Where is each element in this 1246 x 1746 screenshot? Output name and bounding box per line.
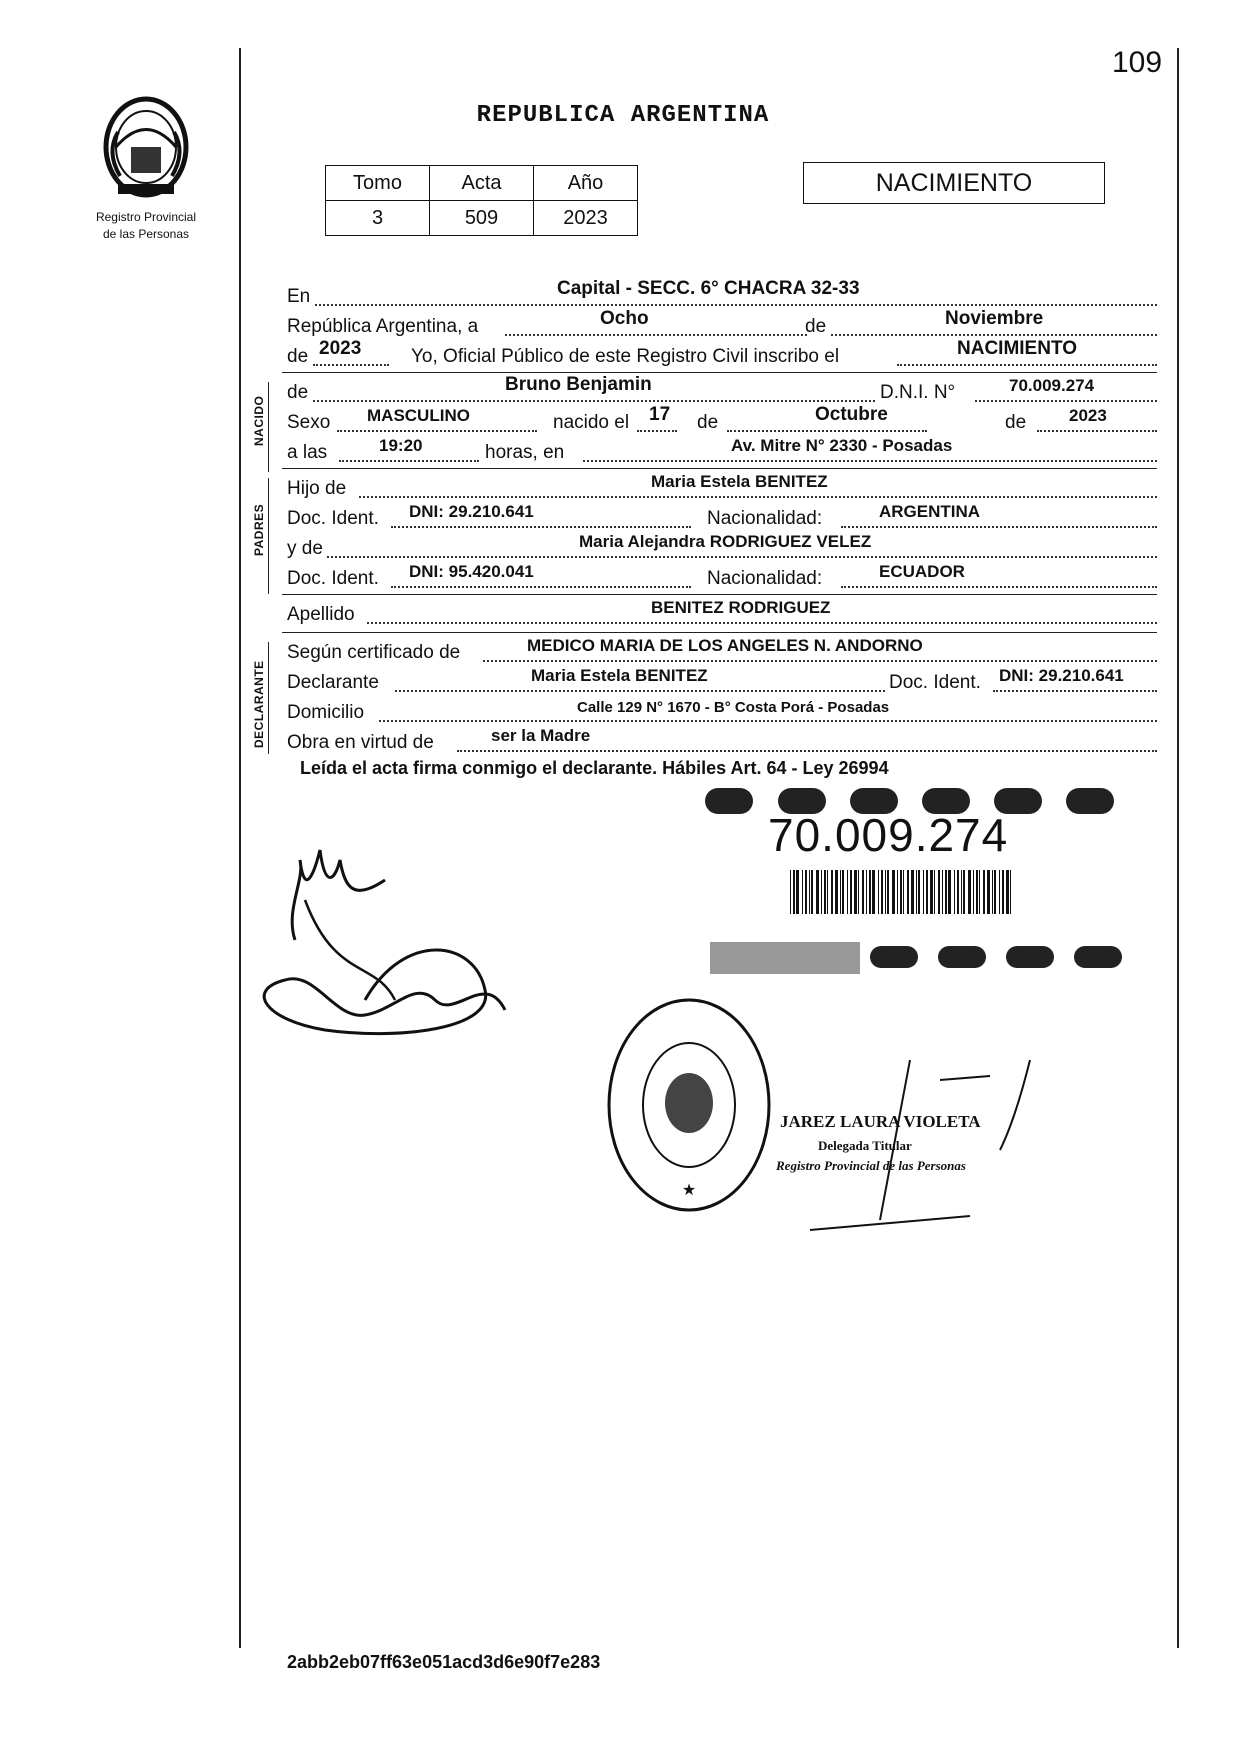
registry-table xyxy=(325,165,638,236)
label-hijo-de: Hijo de xyxy=(287,478,347,499)
label-nacionalidad-mother: Nacionalidad: xyxy=(707,508,823,529)
value-anio: 2023 xyxy=(534,201,638,236)
value-birth-month: Octubre xyxy=(815,404,888,425)
label-officer: Yo, Oficial Público de este Registro Civil inscribo el xyxy=(411,346,840,367)
divider-apellido xyxy=(282,632,1157,633)
value-birth-year: 2023 xyxy=(1069,406,1107,425)
official-name: JAREZ LAURA VIOLETA xyxy=(780,1112,981,1131)
left-margin-line xyxy=(239,48,241,1648)
value-month: Noviembre xyxy=(945,308,1044,329)
row-certificado xyxy=(287,634,1157,664)
label-en: En xyxy=(287,286,311,307)
dni-large-number: 70.009.274 xyxy=(768,809,1009,861)
value-sexo: MASCULINO xyxy=(367,406,470,425)
value-acta: 509 xyxy=(430,201,534,236)
divider-padres xyxy=(282,594,1157,595)
row-republica xyxy=(287,308,1157,338)
right-margin-line xyxy=(1177,48,1179,1648)
label-domicilio: Domicilio xyxy=(287,702,365,723)
label-de: de xyxy=(805,316,827,337)
value-obra: ser la Madre xyxy=(491,726,591,745)
row-hijo-de xyxy=(287,470,1157,500)
value-decl-doc: DNI: 29.210.641 xyxy=(999,666,1124,685)
label-y-de: y de xyxy=(287,538,323,559)
value-father-nat: ECUADOR xyxy=(879,562,965,581)
header-anio: Año xyxy=(534,166,638,201)
value-child-name: Bruno Benjamin xyxy=(505,374,652,395)
value-tomo: 3 xyxy=(326,201,430,236)
row-y-de xyxy=(287,530,1157,560)
side-label-declarante: DECLARANTE xyxy=(252,660,266,748)
value-place: Capital - SECC. 6° CHACRA 32-33 xyxy=(557,278,860,299)
value-mother: Maria Estela BENITEZ xyxy=(651,472,828,491)
logo-caption-line1: Registro Provincial xyxy=(95,210,197,224)
value-year: 2023 xyxy=(319,338,362,359)
label-certificado: Según certificado de xyxy=(287,642,461,663)
official-seal-icon xyxy=(604,995,774,1215)
value-declarante: Maria Estela BENITEZ xyxy=(531,666,708,685)
value-father-doc: DNI: 95.420.041 xyxy=(409,562,534,581)
row-obra xyxy=(287,724,1157,754)
label-obra: Obra en virtud de xyxy=(287,732,434,753)
divider-intro xyxy=(282,372,1157,373)
value-mother-nat: ARGENTINA xyxy=(879,502,981,521)
label-a-las: a las xyxy=(287,442,328,463)
value-child-dni: 70.009.274 xyxy=(1009,376,1095,395)
row-father-doc xyxy=(287,560,1157,590)
divider-nacido xyxy=(282,468,1157,469)
document-type-box: NACIMIENTO xyxy=(803,162,1105,204)
label-nacido-el: nacido el xyxy=(553,412,630,433)
page-number: 109 xyxy=(1112,46,1163,79)
row-year xyxy=(287,338,1157,368)
label-nacionalidad-father: Nacionalidad: xyxy=(707,568,823,589)
row-domicilio xyxy=(287,694,1157,724)
svg-text:★: ★ xyxy=(681,1180,697,1199)
row-declarante xyxy=(287,664,1157,694)
label-de-name: de xyxy=(287,382,309,403)
label-de-year: de xyxy=(287,346,309,367)
label-doc-ident-decl: Doc. Ident. xyxy=(889,672,981,693)
value-mother-doc: DNI: 29.210.641 xyxy=(409,502,534,521)
value-time: 19:20 xyxy=(379,436,423,455)
row-nacido-name xyxy=(287,374,1157,404)
label-de-month: de xyxy=(697,412,719,433)
label-doc-ident-father: Doc. Ident. xyxy=(287,568,379,589)
document-hash: 2abb2eb07ff63e051acd3d6e90f7e283 xyxy=(287,1652,601,1672)
label-dni: D.N.I. N° xyxy=(880,382,956,403)
row-hora xyxy=(287,434,1157,464)
logo-caption-line2: de las Personas xyxy=(102,227,190,241)
value-event: NACIMIENTO xyxy=(957,338,1077,359)
value-father: Maria Alejandra RODRIGUEZ VELEZ xyxy=(579,532,872,551)
row-sexo xyxy=(287,404,1157,434)
official-office: Registro Provincial de las Personas xyxy=(776,1158,966,1173)
label-apellido: Apellido xyxy=(287,604,355,625)
value-domicilio: Calle 129 N° 1670 - B° Costa Porá - Posadas xyxy=(577,699,890,716)
label-declarante: Declarante xyxy=(287,672,379,693)
value-apellido: BENITEZ RODRIGUEZ xyxy=(651,598,831,617)
label-sexo: Sexo xyxy=(287,412,331,433)
official-role: Delegada Titular xyxy=(818,1138,912,1153)
row-en xyxy=(287,278,1157,308)
value-birth-place: Av. Mitre N° 2330 - Posadas xyxy=(731,436,953,455)
header-acta: Acta xyxy=(430,166,534,201)
closing-statement: Leída el acta firma conmigo el declarante. Hábiles Art. 64 - Ley 26994 xyxy=(300,758,889,778)
barcode-icon xyxy=(788,870,1016,916)
label-doc-ident-mother: Doc. Ident. xyxy=(287,508,379,529)
side-label-nacido: NACIDO xyxy=(252,395,266,446)
value-birth-day: 17 xyxy=(649,404,671,425)
side-label-padres: PADRES xyxy=(252,503,266,556)
page-title: REPUBLICA ARGENTINA xyxy=(476,102,770,129)
declarant-signature-icon xyxy=(245,820,535,1060)
row-mother-doc xyxy=(287,500,1157,530)
label-de-year2: de xyxy=(1005,412,1027,433)
label-horas-en: horas, en xyxy=(485,442,565,463)
security-pattern-icon xyxy=(698,940,1138,980)
value-certificado: MEDICO MARIA DE LOS ANGELES N. ANDORNO xyxy=(527,636,923,655)
label-republica: República Argentina, a xyxy=(287,316,479,337)
header-tomo: Tomo xyxy=(326,166,430,201)
value-day: Ocho xyxy=(600,308,649,329)
row-apellido xyxy=(287,596,1157,626)
